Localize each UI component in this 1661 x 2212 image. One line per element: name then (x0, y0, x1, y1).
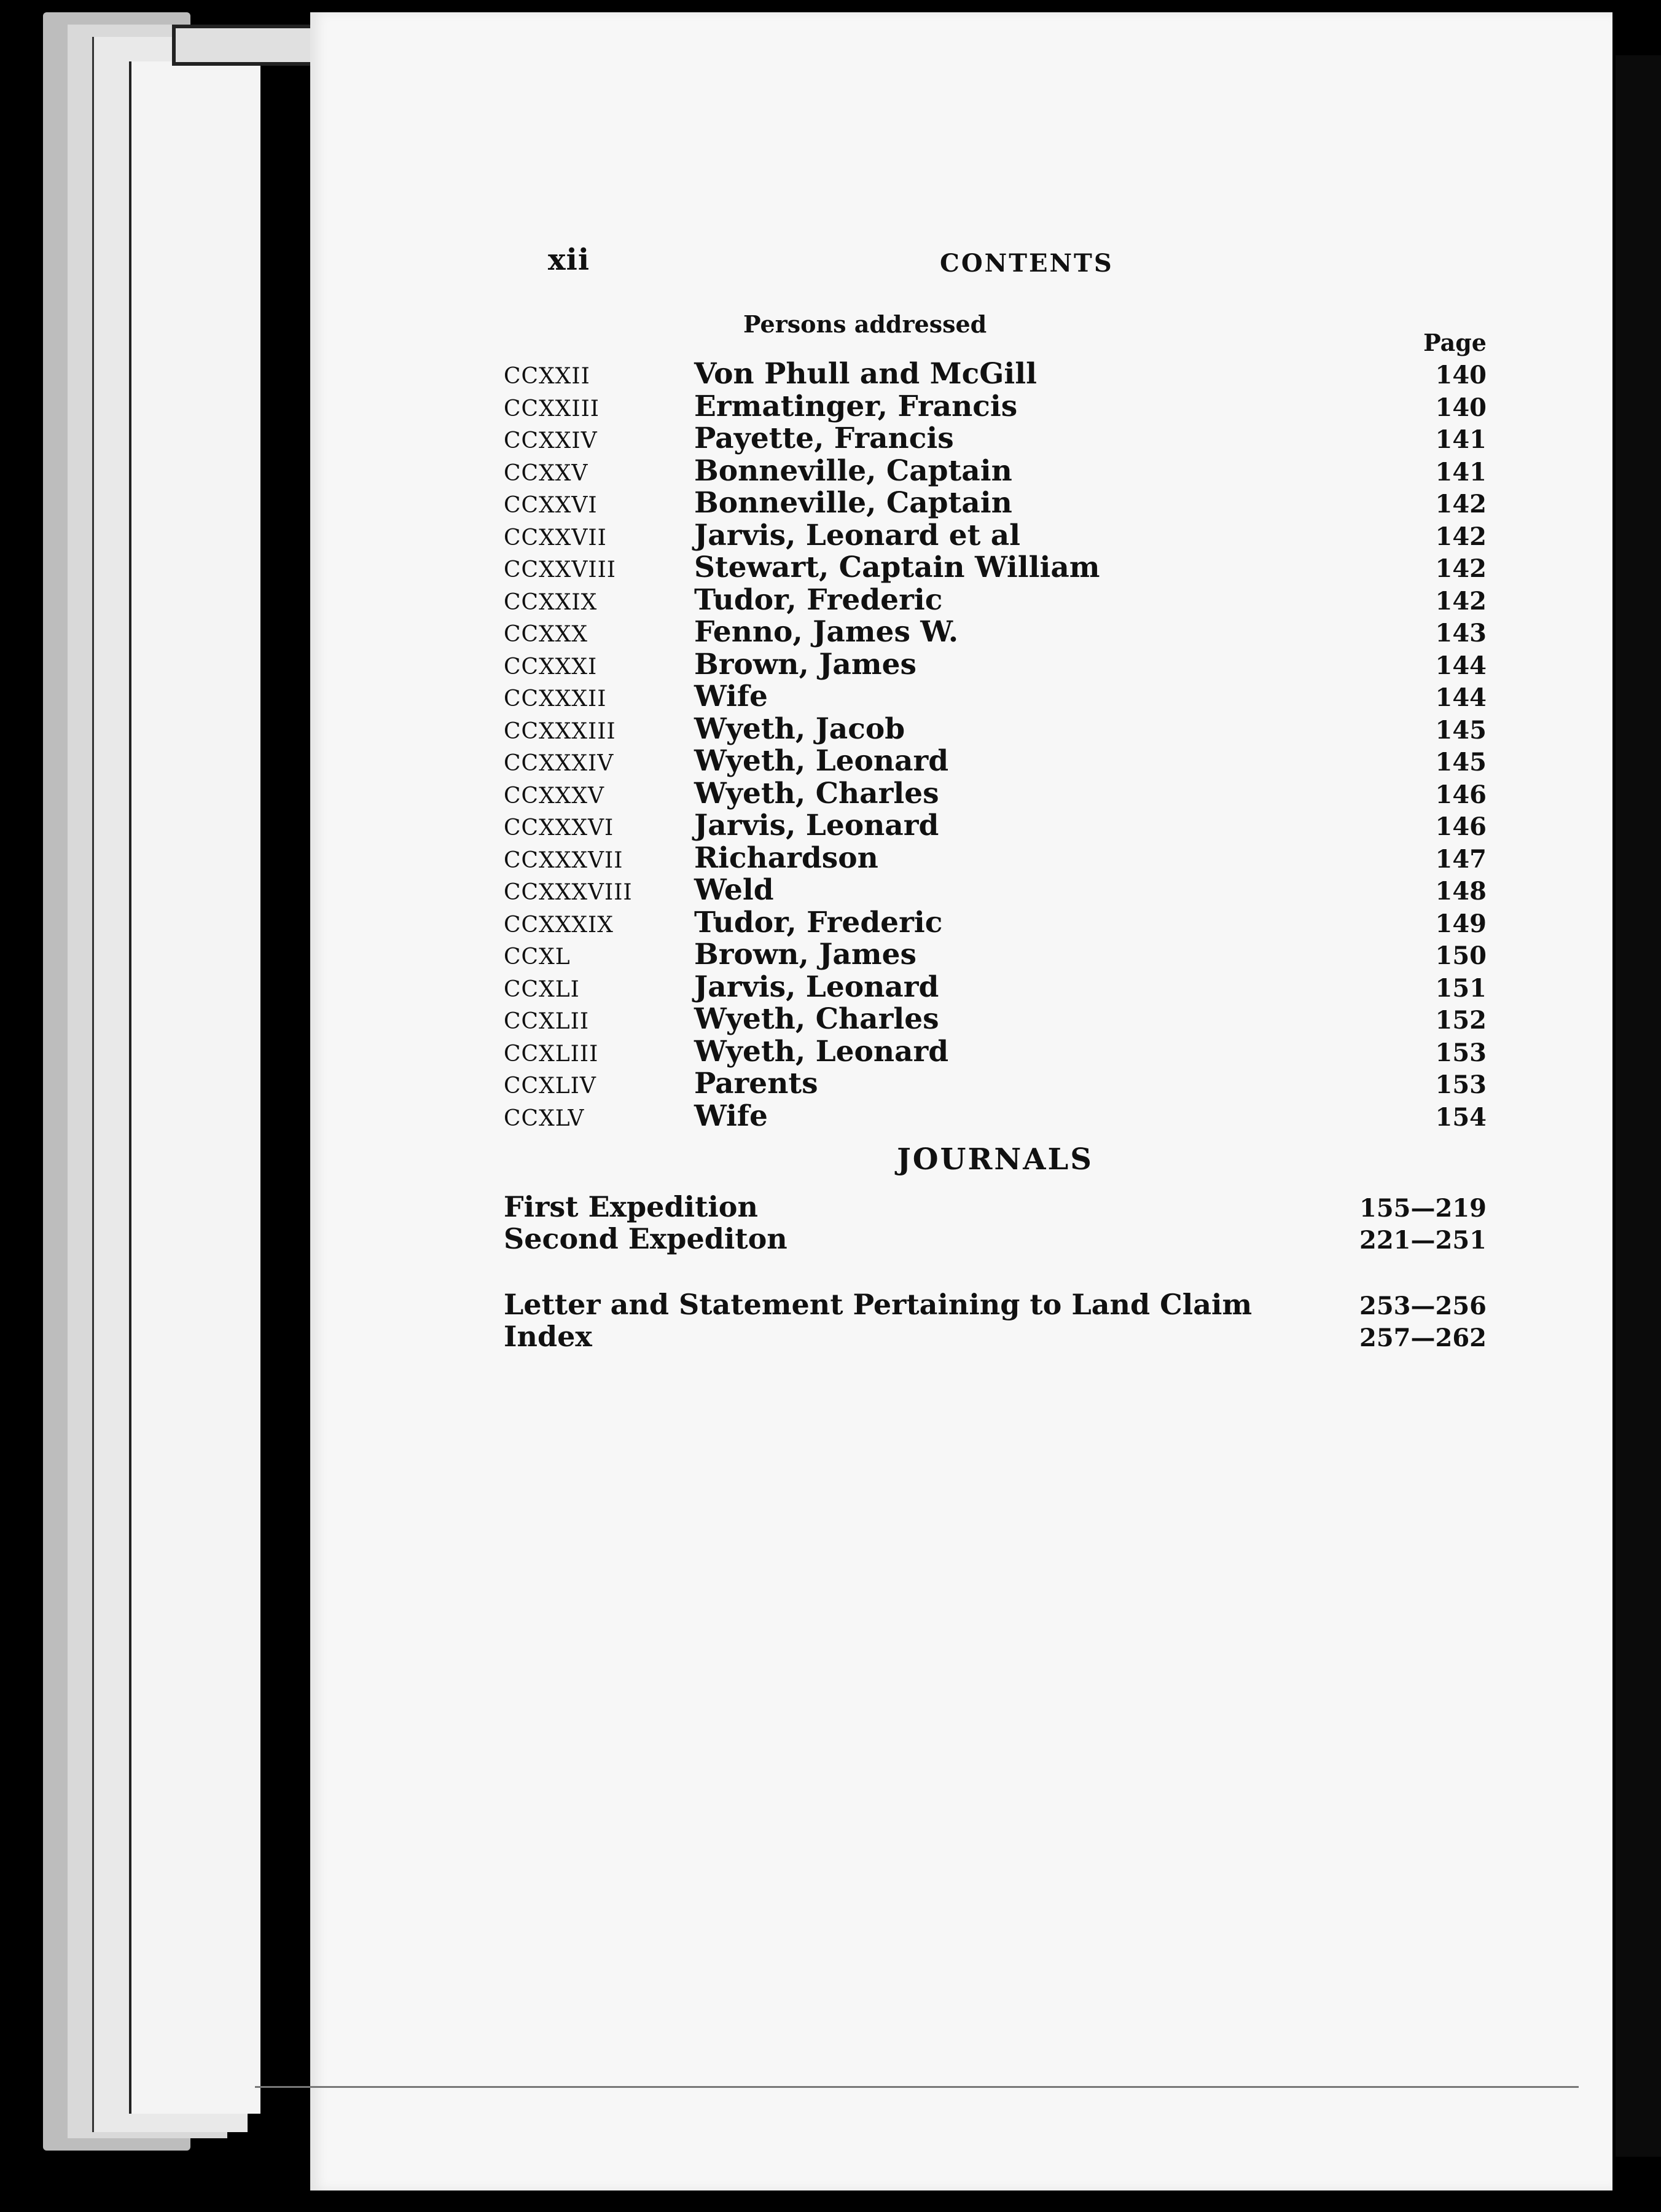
page-number: 148 (1435, 877, 1487, 906)
letter-numeral: CCXXX (504, 622, 588, 647)
person-addressed: Wyeth, Jacob (694, 712, 905, 746)
letter-numeral: CCXXXVII (504, 847, 623, 873)
letter-numeral: CCXXXIII (504, 718, 616, 744)
letter-numeral: CCXXIII (504, 396, 600, 422)
person-addressed: Tudor, Frederic (694, 582, 943, 617)
page-number: 153 (1435, 1070, 1487, 1099)
journal-pages: 221—251 (1359, 1226, 1487, 1255)
journal-entry (504, 1222, 1487, 1254)
journal-pages: 257—262 (1359, 1324, 1487, 1352)
letter-entry (504, 777, 1487, 809)
person-addressed: Bonneville, Captain (694, 453, 1012, 488)
letter-entry (504, 744, 1487, 777)
journal-entry (504, 1190, 1487, 1222)
journal-title: First Expedition (504, 1190, 758, 1223)
person-addressed: Weld (694, 873, 774, 907)
letter-entry (504, 583, 1487, 616)
page-number: 147 (1435, 844, 1487, 874)
page-number: 140 (1435, 393, 1487, 422)
person-addressed: Wife (694, 680, 768, 713)
letter-entry (504, 486, 1487, 519)
letter-entry (504, 841, 1487, 874)
letter-numeral: CCXXXVI (504, 815, 614, 841)
journal-title: Index (504, 1320, 592, 1353)
page-number: 145 (1435, 748, 1487, 777)
letter-numeral: CCXLV (504, 1105, 585, 1131)
letter-numeral: CCXXVI (504, 493, 598, 518)
letter-numeral: CCXXIX (504, 589, 598, 615)
letter-numeral: CCXLII (504, 1009, 590, 1034)
persons-addressed-heading: Persons addressed (743, 310, 987, 338)
page-number: 150 (1435, 941, 1487, 970)
letter-numeral: CCXXV (504, 460, 588, 486)
page-number: 153 (1435, 1038, 1487, 1067)
page-number: 141 (1435, 425, 1487, 454)
person-addressed: Stewart, Captain William (694, 551, 1100, 584)
book-spine-shadow (1616, 55, 1661, 2157)
letter-numeral: CCXLI (504, 976, 580, 1002)
letter-entry (504, 1099, 1487, 1132)
page-number: 146 (1435, 780, 1487, 809)
letter-entry (504, 551, 1487, 583)
person-addressed: Wyeth, Charles (694, 1002, 939, 1036)
page-column-heading: Page (1423, 329, 1487, 356)
folio-number: xii (548, 243, 590, 277)
column-headings (504, 310, 1487, 356)
letter-entry (504, 873, 1487, 906)
letter-numeral: CCXXXIX (504, 912, 614, 938)
journals-heading: JOURNALS (897, 1142, 1093, 1177)
letters-list (504, 357, 1487, 1131)
person-addressed: Tudor, Frederic (694, 905, 943, 939)
page-number: 144 (1435, 683, 1487, 712)
page-number: 141 (1435, 457, 1487, 487)
person-addressed: Payette, Francis (694, 422, 954, 455)
person-addressed: Wyeth, Charles (694, 776, 939, 810)
person-addressed: Fenno, James W. (694, 615, 959, 649)
letter-entry (504, 906, 1487, 938)
page-number: 142 (1435, 522, 1487, 551)
letter-entry (504, 712, 1487, 745)
person-addressed: Richardson (694, 841, 878, 875)
letter-entry (504, 422, 1487, 454)
page-number: 144 (1435, 651, 1487, 680)
page-header (504, 243, 1487, 286)
person-addressed: Wyeth, Leonard (694, 744, 949, 778)
running-title: CONTENTS (940, 249, 1114, 278)
page-tab-marker (172, 25, 315, 66)
letter-numeral: CCXXII (504, 364, 590, 389)
page-number: 152 (1435, 1006, 1487, 1035)
page-number: 142 (1435, 586, 1487, 616)
letter-entry (504, 648, 1487, 680)
letter-entry (504, 680, 1487, 712)
person-addressed: Von Phull and McGill (694, 357, 1037, 391)
journal-entry (504, 1320, 1487, 1352)
page-number: 151 (1435, 973, 1487, 1003)
letter-entry (504, 1035, 1487, 1067)
letter-numeral: CCXLIV (504, 1073, 596, 1099)
person-addressed: Brown, James (694, 938, 916, 971)
person-addressed: Jarvis, Leonard (694, 809, 939, 842)
person-addressed: Jarvis, Leonard et al (694, 518, 1020, 552)
page-number: 142 (1435, 490, 1487, 519)
journal-title: Letter and Statement Pertaining to Land Claim (504, 1288, 1253, 1321)
contents-page (504, 243, 1487, 1352)
person-addressed: Jarvis, Leonard (694, 970, 939, 1004)
journals-list (504, 1190, 1487, 1352)
spacer (504, 1254, 1487, 1288)
journal-pages: 253—256 (1359, 1292, 1487, 1320)
letter-numeral: CCXL (504, 944, 571, 970)
person-addressed: Wife (694, 1099, 768, 1133)
letter-numeral: CCXXXVIII (504, 880, 633, 905)
letter-entry (504, 519, 1487, 551)
page-number: 146 (1435, 812, 1487, 841)
person-addressed: Wyeth, Leonard (694, 1034, 949, 1069)
journal-title: Second Expediton (504, 1222, 788, 1255)
journal-pages: 155—219 (1359, 1194, 1487, 1223)
letter-entry (504, 809, 1487, 841)
letter-entry (504, 357, 1487, 390)
page-number: 154 (1435, 1102, 1487, 1132)
person-addressed: Brown, James (694, 647, 916, 681)
letter-entry (504, 390, 1487, 422)
letter-entry (504, 938, 1487, 970)
page-number: 145 (1435, 715, 1487, 745)
letter-numeral: CCXXXI (504, 654, 598, 680)
letter-numeral: CCXLIII (504, 1041, 599, 1067)
letter-entry (504, 615, 1487, 648)
page-number: 140 (1435, 361, 1487, 390)
page-number: 142 (1435, 554, 1487, 583)
person-addressed: Bonneville, Captain (694, 486, 1012, 520)
person-addressed: Ermatinger, Francis (694, 389, 1018, 423)
letter-numeral: CCXXXII (504, 686, 607, 712)
page-number: 143 (1435, 619, 1487, 648)
letter-numeral: CCXXXIV (504, 751, 614, 776)
letter-numeral: CCXXVIII (504, 557, 617, 582)
journal-entry (504, 1288, 1487, 1320)
page-number: 149 (1435, 909, 1487, 938)
letter-entry (504, 454, 1487, 487)
letter-numeral: CCXXIV (504, 428, 598, 453)
letter-entry (504, 1002, 1487, 1035)
letter-entry (504, 970, 1487, 1003)
letter-numeral: CCXXVII (504, 525, 607, 551)
page-edges-inner (129, 61, 260, 2114)
letter-numeral: CCXXXV (504, 783, 604, 809)
person-addressed: Parents (694, 1067, 818, 1100)
letter-entry (504, 1067, 1487, 1099)
page-bottom-rule (255, 2086, 1579, 2088)
